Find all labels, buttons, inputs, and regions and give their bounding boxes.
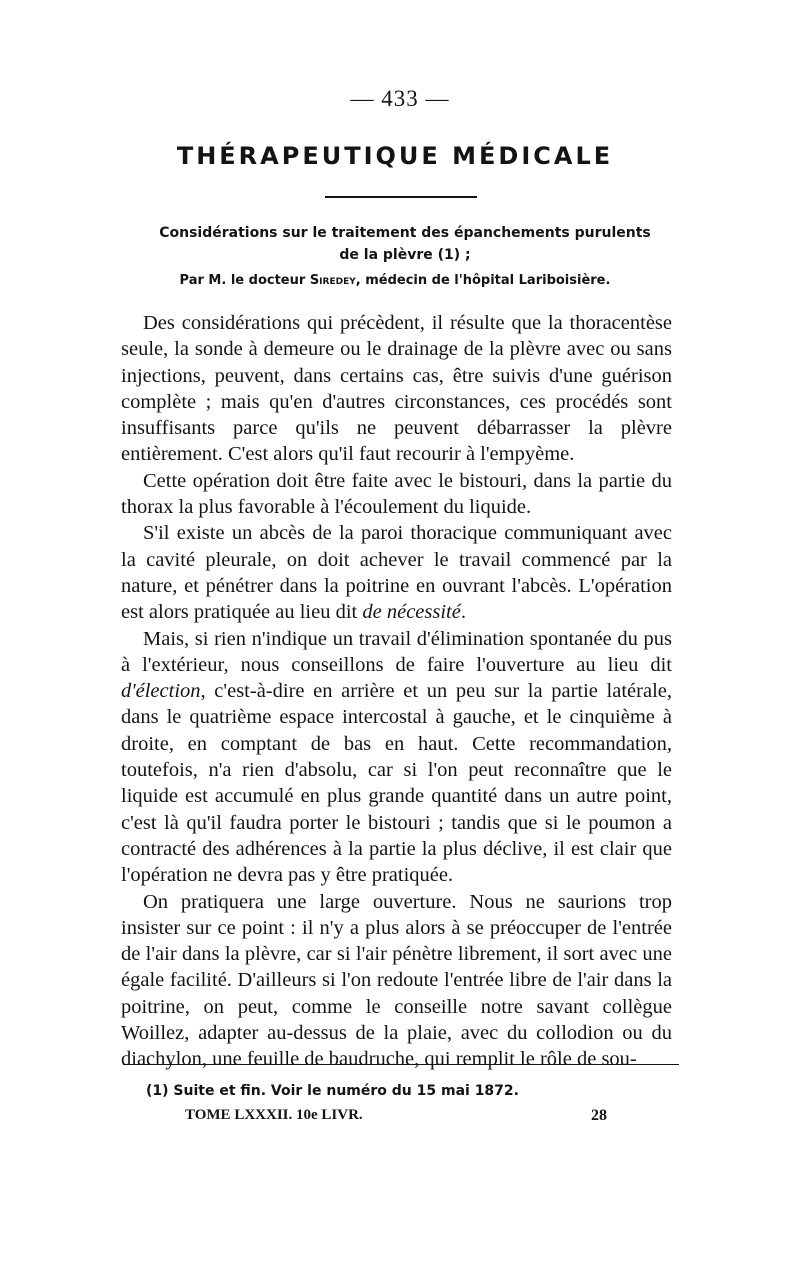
paragraph-4 xyxy=(121,626,672,889)
paragraph-4-end: , c'est-à-dire en arrière et un peu sur la partie latérale, dans le quatrième espace intercostal à gauche, et le cinquième à droite, en comptant de bas en haut. Cette recommandation, toutefois, n'a rien d'absolu, car si l'on peut reconnaître que le liquide est accumulé en plus grande quantité dans un autre point, c'est là qu'il faudra porter le bistouri ; tandis que si le poumon a contracté des adhérences à la partie la plus déclive, il est clair que l'opération ne devra pas y être pratiquée. xyxy=(121,680,672,887)
author-suffix: , médecin de l'hôpital Lariboisière. xyxy=(355,273,611,288)
volume-label: TOME LXXXII. 10e LIVR. xyxy=(185,1107,363,1123)
paragraph-3-text: S'il existe un abcès de la paroi thoracique communiquant avec la cavité pleurale, on doit achever le travail commencé par la nature, et pénétrer dans la poitrine en ouvrant l'abcès. L'opération est alors pratiquée au lieu dit xyxy=(121,522,672,624)
article-title-line-2: de la plèvre (1) ; xyxy=(339,247,471,263)
paragraph-4-text: Mais, si rien n'indique un travail d'élimination spontanée du pus à l'extérieur, nous conseillons de faire l'ouverture au lieu dit xyxy=(121,627,672,676)
article-title xyxy=(100,222,710,266)
paragraph-1: Des considérations qui précèdent, il résulte que la thoracentèse seule, la sonde à demeure ou le drainage de la plèvre avec ou sans injections, peuvent, dans certains cas, être suivis d'une guérison complète ; mais qu'en d'autres circonstances, ces procédés sont insuffisants parce qu'ils ne peuvent débarrasser la plèvre entièrement. C'est alors qu'il faut recourir à l'empyème. xyxy=(121,312,672,466)
footnote: (1) Suite et fin. Voir le numéro du 15 mai 1872. xyxy=(146,1083,519,1099)
paragraph-3 xyxy=(121,520,672,625)
footnote-rule xyxy=(123,1064,679,1065)
title-rule xyxy=(325,196,477,198)
author-prefix: Par M. le docteur xyxy=(179,273,306,288)
section-title: THÉRAPEUTIQUE MÉDICALE xyxy=(176,142,614,170)
paragraph-3-emphasis: de nécessité xyxy=(362,601,461,624)
paragraph-5: On pratiquera une large ouverture. Nous ne saurions trop insister sur ce point : il n'y a plus alors à se préoccuper de l'entrée de l'air dans la plèvre, car si l'air pénètre librement, il sort avec une égale facilité. D'ailleurs si l'on redoute l'entrée libre de l'air dans la poitrine, on peut, comme le conseille notre savant collègue Woillez, adapter au-dessus de la plaie, avec du collodion ou du diachylon, une feuille de baudruche, qui remplit le rôle de sou- xyxy=(121,890,672,1071)
article-title-line-1: Considérations sur le traitement des épanchements purulents xyxy=(159,225,651,241)
body-text xyxy=(121,310,672,1073)
signature-line xyxy=(185,1107,607,1125)
paragraph-2: Cette opération doit être faite avec le bistouri, dans la partie du thorax la plus favorable à l'écoulement du liquide. xyxy=(121,469,672,519)
paragraph-4-emphasis: d'élection xyxy=(121,680,201,703)
page-number: — 433 — xyxy=(350,86,450,111)
author-name: Siredey xyxy=(309,273,356,288)
paragraph-3-end: . xyxy=(460,601,466,624)
signature-number: 28 xyxy=(591,1107,607,1124)
author-line xyxy=(0,273,790,288)
